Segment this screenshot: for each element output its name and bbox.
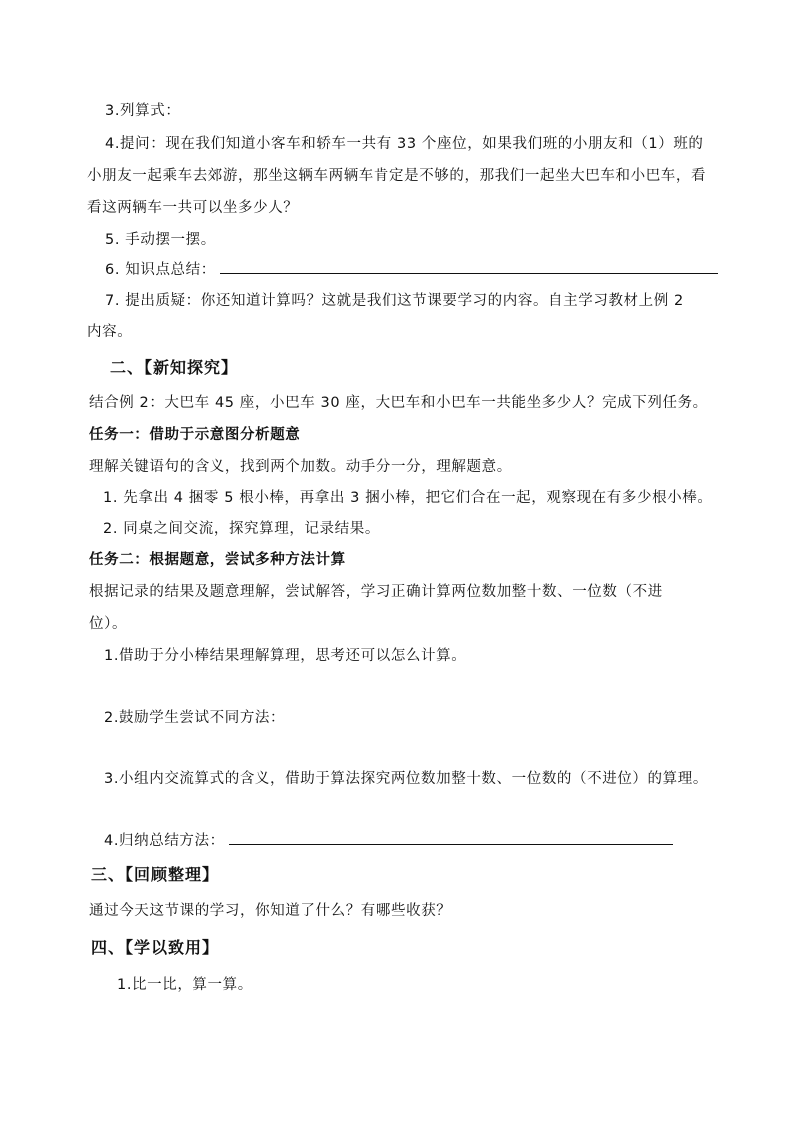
section-3-heading: 三、【回顾整理】 [91, 865, 220, 884]
step-4-question-line-1: 4.提问：现在我们知道小客车和轿车一共有 33 个座位，如果我们班的小朋友和（1）班的 [105, 136, 704, 152]
method-summary-blank-line[interactable] [229, 830, 673, 845]
section-4-heading: 四、【学以致用】 [91, 938, 220, 957]
step-4-question-line-2: 小朋友一起乘车去郊游，那坐这辆车两辆车肯定是不够的，那我们一起坐大巴车和小巴车，看 [87, 168, 707, 184]
review-question: 通过今天这节课的学习，你知道了什么？有哪些收获？ [89, 903, 452, 919]
step-7-question-line-2: 内容。 [87, 324, 133, 340]
step-7-question-line-1: 7. 提出质疑：你还知道计算吗？这就是我们这节课要学习的内容。自主学习教材上例 2 [105, 293, 684, 309]
task-1-item-2: 2. 同桌之间交流，探究算理，记录结果。 [103, 521, 380, 537]
task-2-description-line-1: 根据记录的结果及题意理解，尝试解答，学习正确计算两位数加整十数、一位数（不进 [89, 584, 663, 600]
task-2-title: 任务二：根据题意，尝试多种方法计算 [89, 552, 346, 568]
task-2-item-4 [104, 830, 673, 851]
task-2-item-3: 3.小组内交流算式的含义，借助于算法探究两位数加整十数、一位数的（不进位）的算理。 [104, 771, 708, 787]
task-1-description: 理解关键语句的含义，找到两个加数。动手分一分，理解题意。 [89, 459, 512, 475]
task-2-item-1: 1.借助于分小棒结果理解算理，思考还可以怎么计算。 [104, 648, 467, 664]
summary-blank-line[interactable] [220, 259, 718, 274]
task-1-item-1: 1. 先拿出 4 捆零 5 根小棒，再拿出 3 捆小棒，把它们合在一起，观察现在有多少根小棒。 [103, 490, 713, 506]
task-2-description-line-2: 位）。 [89, 616, 128, 632]
step-5-hands-on: 5. 手动摆一摆。 [105, 232, 216, 248]
section-2-heading: 二、【新知探究】 [110, 358, 239, 377]
example-2-intro: 结合例 2：大巴车 45 座，小巴车 30 座，大巴车和小巴车一共能坐多少人？完成下列任务。 [89, 395, 708, 411]
step-4-question-line-3: 看这两辆车一共可以坐多少人？ [87, 200, 299, 216]
step-6-label: 6. 知识点总结： [105, 262, 216, 278]
step-3-formula: 3.列算式： [105, 103, 181, 119]
task-1-title: 任务一：借助于示意图分析题意 [89, 427, 301, 443]
task-2-item-2: 2.鼓励学生尝试不同方法： [104, 710, 286, 726]
practice-item-1: 1.比一比，算一算。 [117, 977, 253, 993]
task-2-item-4-label: 4.归纳总结方法： [104, 833, 225, 849]
step-6-summary [105, 259, 718, 280]
